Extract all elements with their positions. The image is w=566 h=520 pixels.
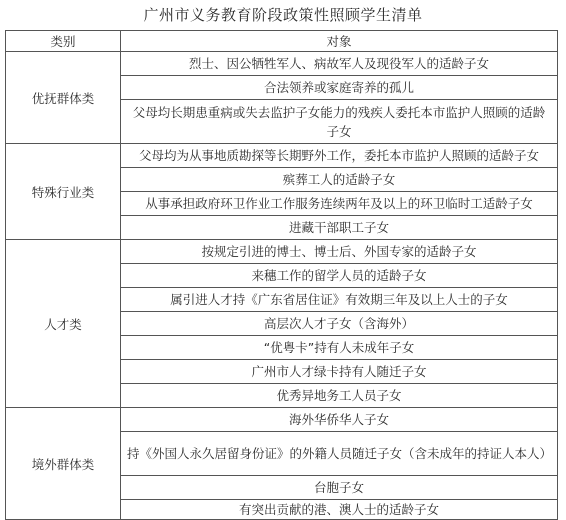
target-cell: 父母均长期患重病或失去监护子女能力的残疾人委托本市监护人照顾的适龄子女 [121, 100, 558, 144]
target-cell: 父母均为从事地质勘探等长期野外工作，委托本市监护人照顾的适龄子女 [121, 144, 558, 168]
category-cell-youfu: 优抚群体类 [6, 52, 121, 144]
target-cell: 持《外国人永久居留身份证》的外籍人员随迁子女（含未成年的持证人本人） [121, 432, 558, 476]
target-cell: 烈士、因公牺牲军人、病故军人及现役军人的适龄子女 [121, 52, 558, 76]
target-cell: 有突出贡献的港、澳人士的适龄子女 [121, 500, 558, 520]
table-header-row [6, 31, 558, 52]
policy-table [5, 30, 558, 520]
target-cell: 属引进人才持《广东省居住证》有效期三年及以上人士的子女 [121, 288, 558, 312]
header-target: 对象 [121, 31, 558, 52]
category-cell-rencai: 人才类 [6, 240, 121, 408]
target-cell: 进藏干部职工子女 [121, 216, 558, 240]
category-cell-jingwai: 境外群体类 [6, 408, 121, 520]
target-cell: 台胞子女 [121, 476, 558, 500]
target-cell: 合法领养或家庭寄养的孤儿 [121, 76, 558, 100]
target-cell: 广州市人才绿卡持有人随迁子女 [121, 360, 558, 384]
table-row [6, 52, 558, 76]
table-row [6, 240, 558, 264]
target-cell: 殡葬工人的适龄子女 [121, 168, 558, 192]
table-row [6, 408, 558, 432]
target-cell: 海外华侨华人子女 [121, 408, 558, 432]
target-cell: “优粤卡”持有人未成年子女 [121, 336, 558, 360]
target-cell: 按规定引进的博士、博士后、外国专家的适龄子女 [121, 240, 558, 264]
document-title: 广州市义务教育阶段政策性照顾学生清单 [143, 6, 423, 24]
target-cell: 来穗工作的留学人员的适龄子女 [121, 264, 558, 288]
target-cell: 优秀异地务工人员子女 [121, 384, 558, 408]
table-row [6, 144, 558, 168]
category-cell-teshu: 特殊行业类 [6, 144, 121, 240]
target-cell: 从事承担政府环卫作业工作服务连续两年及以上的环卫临时工适龄子女 [121, 192, 558, 216]
header-category: 类别 [6, 31, 121, 52]
target-cell: 高层次人才子女（含海外） [121, 312, 558, 336]
